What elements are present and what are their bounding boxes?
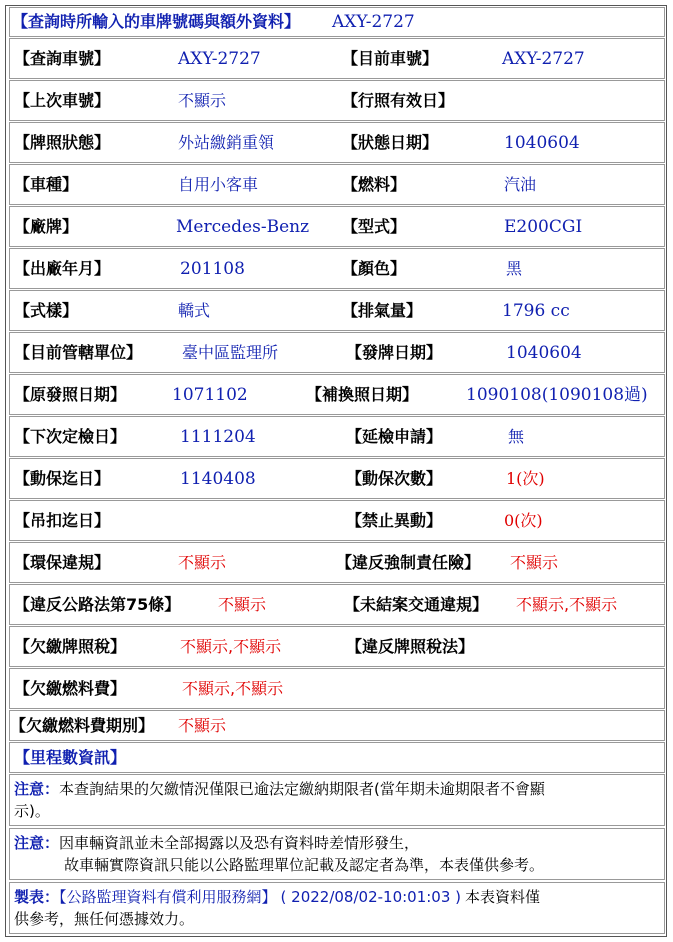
value-vehicle-type: 自用小客車 [178,175,259,194]
value-environmental-violation: 不顯示 [178,553,227,572]
note-1-text-line2: 示)。 [14,802,50,820]
value-open-traffic-violations: 不顯示,不顯示 [516,595,618,614]
value-current-plate: AXY-2727 [502,49,585,69]
label-license-valid-date: 【行照有效日】 [342,91,455,110]
value-reissue-date: 1090108(1090108過) [466,385,648,405]
row-2 [9,80,665,121]
row-17 [9,710,665,741]
note-3-text-tail: 本表資料僅 [465,888,541,906]
row-8 [9,332,665,373]
label-jurisdiction: 【目前管轄單位】 [14,343,143,362]
note-3 [9,882,665,934]
row-7 [9,290,665,331]
label-query-plate: 【查詢車號】 [14,49,111,68]
value-unpaid-fuel-fee: 不顯示,不顯示 [182,679,284,698]
mileage-label: 【里程數資訊】 [14,748,127,767]
label-open-traffic-violations: 【未結案交通違規】 [344,595,489,614]
label-plate-status: 【牌照狀態】 [14,133,111,152]
value-original-license-date: 1071102 [172,385,248,405]
label-inspection-extension: 【延檢申請】 [346,427,443,446]
label-status-date: 【狀態日期】 [342,133,439,152]
label-color: 【顏色】 [342,259,407,278]
label-displacement: 【排氣量】 [342,301,423,320]
value-fuel: 汽油 [504,175,537,194]
label-transfer-ban: 【禁止異動】 [346,511,443,530]
label-unpaid-fuel-fee-period: 【欠繳燃料費期別】 [10,716,155,735]
note-2-text-line2: 故車輛實際資訊只能以公路監理單位記載及認定者為準，本表僅供參考。 [64,856,545,874]
label-previous-plate: 【上次車號】 [14,91,111,110]
label-lien-end-date: 【動保迄日】 [14,469,111,488]
label-original-license-date: 【原發照日期】 [14,385,127,404]
note-1-text-line1: 本查詢結果的欠繳情況僅限已逾法定繳納期限者(當年期未逾期限者不會顯 [59,780,545,798]
label-plate-issue-date: 【發牌日期】 [346,343,443,362]
row-16 [9,668,665,709]
row-13 [9,542,665,583]
label-model: 【型式】 [342,217,407,236]
note-1-label: 注意： [14,780,60,798]
note-3-timestamp: ( 2022/08/02-10:01:03 ) [280,888,462,906]
value-plate-status: 外站繳銷重領 [178,133,275,152]
value-transfer-ban: 0(次) [504,511,543,530]
value-next-inspection: 1111204 [180,427,256,447]
row-14 [9,584,665,625]
note-3-service-name: 【公路監理資料有償利用服務網】 [59,888,277,906]
row-4 [9,164,665,205]
note-2 [9,828,665,880]
value-model: E200CGI [504,217,583,237]
row-9 [9,374,665,415]
value-previous-plate: 不顯示 [178,91,227,110]
value-manufacture-date: 201108 [180,259,245,279]
label-current-plate: 【目前車號】 [342,49,439,68]
label-lien-count: 【動保次數】 [346,469,443,488]
label-environmental-violation: 【環保違規】 [14,553,111,572]
value-lien-count: 1(次) [506,469,545,488]
label-insurance-violation: 【違反強制責任險】 [336,553,481,572]
label-next-inspection: 【下次定檢日】 [14,427,127,446]
label-fuel: 【燃料】 [342,175,407,194]
note-3-label: 製表： [14,888,60,906]
value-status-date: 1040604 [504,133,580,153]
row-6 [9,248,665,289]
value-plate-issue-date: 1040604 [506,343,582,363]
value-color: 黑 [506,259,523,278]
row-3 [9,122,665,163]
label-license-tax-violation: 【違反牌照稅法】 [346,637,475,656]
note-2-label: 注意： [14,834,60,852]
mileage-row [9,742,665,773]
value-insurance-violation: 不顯示 [510,553,559,572]
value-unpaid-license-tax: 不顯示,不顯示 [180,637,282,656]
label-body-style: 【式樣】 [14,301,79,320]
row-1 [9,38,665,79]
label-manufacture-date: 【出廠年月】 [14,259,111,278]
label-unpaid-license-tax: 【欠繳牌照稅】 [14,637,127,656]
label-suspension-end-date: 【吊扣迄日】 [14,511,111,530]
label-brand: 【廠牌】 [14,217,79,236]
value-brand: Mercedes-Benz [176,217,310,237]
header-row [9,7,665,37]
row-11 [9,458,665,499]
label-unpaid-fuel-fee: 【欠繳燃料費】 [14,679,127,698]
value-unpaid-fuel-fee-period: 不顯示 [178,716,227,735]
header-title-plate: AXY-2727 [332,12,415,32]
label-vehicle-type: 【車種】 [14,175,79,194]
row-10 [9,416,665,457]
value-displacement: 1796 cc [502,301,570,321]
value-query-plate: AXY-2727 [178,49,261,69]
note-2-text-line1: 因車輛資訊並未全部揭露以及恐有資料時差情形發生， [59,834,420,852]
header-title-label: 【查詢時所輸入的車牌號碼與額外資料】 [12,12,301,31]
note-1 [9,774,665,826]
label-reissue-date: 【補換照日期】 [306,385,419,404]
value-body-style: 轎式 [178,301,211,320]
label-highway-act-violation: 【違反公路法第75條】 [14,595,181,614]
row-12 [9,500,665,541]
row-15 [9,626,665,667]
note-3-text-line2: 供參考，無任何憑據效力。 [14,910,195,928]
row-5 [9,206,665,247]
value-highway-act-violation: 不顯示 [218,595,267,614]
value-jurisdiction: 臺中區監理所 [182,343,279,362]
value-lien-end-date: 1140408 [180,469,256,489]
value-inspection-extension: 無 [508,427,525,446]
